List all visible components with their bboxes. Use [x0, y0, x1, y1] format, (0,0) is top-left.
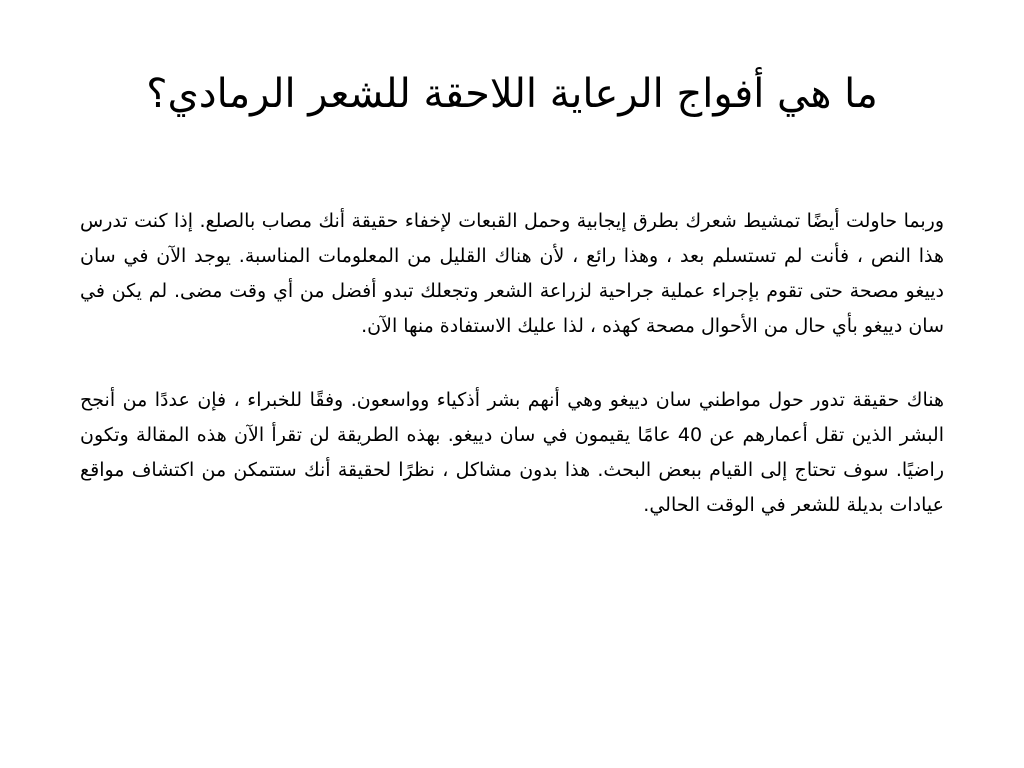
body-paragraph-1: وربما حاولت أيضًا تمشيط شعرك بطرق إيجابية وحمل القبعات لإخفاء حقيقة أنك مصاب بالصلع. إذا كنت تدرس هذا النص ، فأنت لم تستسلم بعد ، وهذا رائع ، لأن هناك القليل من المعلومات المناسبة. يوجد الآن في سان دييغو مصحة حتى تقوم بإجراء عملية جراحية لزراعة الشعر وتجعلك تبدو أفضل من أي وقت مضى. لم يكن في سان دييغو بأي حال من الأحوال مصحة كهذه ، لذا عليك الاستفادة منها الآن. — [80, 210, 944, 337]
body-paragraph-2: هناك حقيقة تدور حول مواطني سان دييغو وهي أنهم بشر أذكياء وواسعون. وفقًا للخبراء ، فإن عددًا من أنجح البشر الذين تقل أعمارهم عن 40 عامًا يقيمون في سان دييغو. بهذه الطريقة لن تقرأ الآن هذه المقالة وتكون راضيًا. سوف تحتاج إلى القيام ببعض البحث. هذا بدون مشاكل ، نظرًا لحقيقة أنك ستتمكن من اكتشاف مواقع عيادات بديلة للشعر في الوقت الحالي. — [80, 389, 944, 516]
slide-title: ما هي أفواج الرعاية اللاحقة للشعر الرمادي؟ — [146, 71, 878, 117]
slide-body — [80, 204, 944, 523]
